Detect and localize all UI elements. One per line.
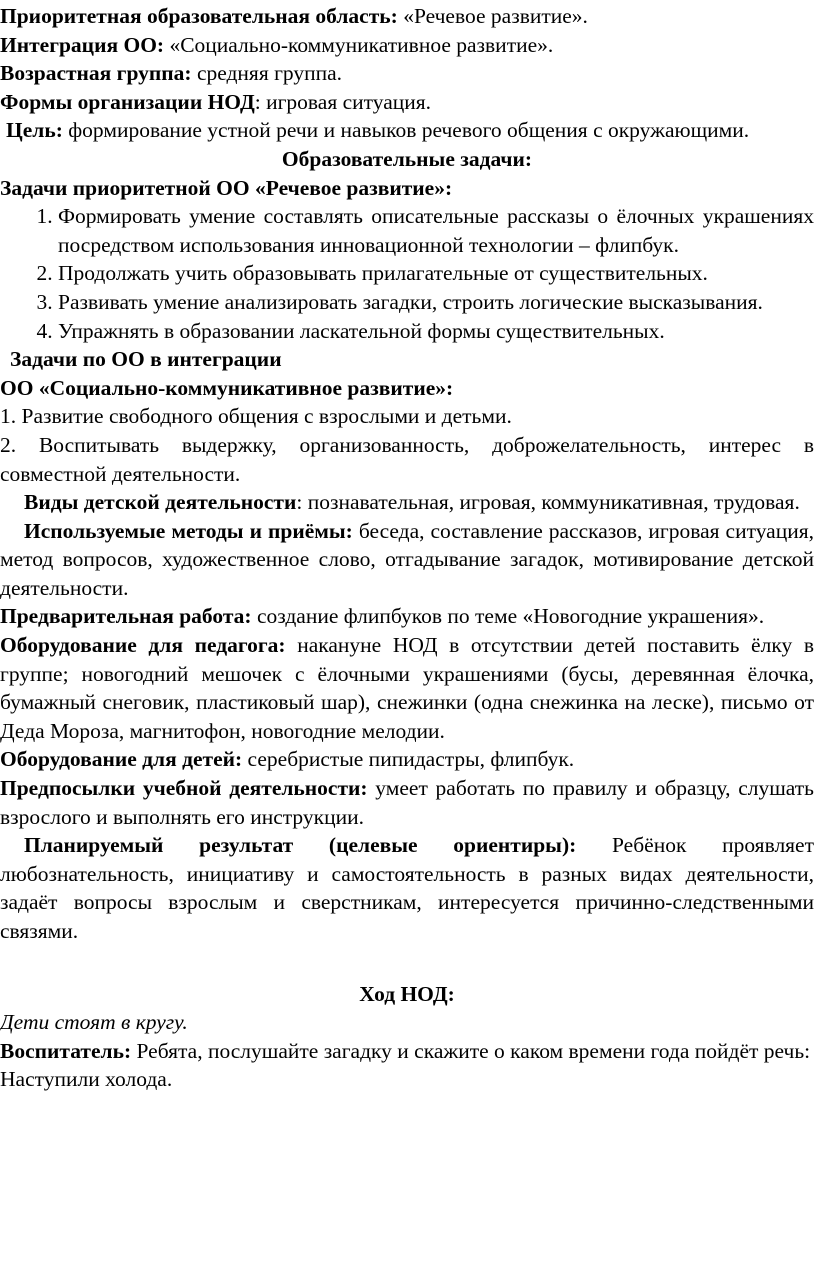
prerequisites-label: Предпосылки учебной деятельности: <box>0 776 368 801</box>
list-item: 2. Продолжать учить образовывать прилагательные от существительных. <box>58 259 814 288</box>
activities-value: : познавательная, игровая, коммуникативная, трудовая. <box>296 490 800 515</box>
result-paragraph <box>0 831 814 945</box>
children-equipment-value: серебристые пипидастры, флипбук. <box>242 747 575 772</box>
goal-paragraph <box>0 116 814 145</box>
list-item: 4. Упражнять в образовании ласкательной формы существительных. <box>58 317 814 346</box>
activities-label: Виды детской деятельности <box>24 490 297 515</box>
prework-paragraph <box>0 602 814 631</box>
age-group-value: средняя группа. <box>191 61 343 86</box>
children-equipment-label: Оборудование для детей: <box>0 747 243 772</box>
forms-value: : игровая ситуация. <box>254 89 432 114</box>
age-group-line <box>0 59 814 88</box>
methods-paragraph <box>0 517 814 603</box>
teacher-equipment-value: накануне НОД в отсутствии детей поставить ёлку в группе; новогодний мешочек с ёлочными украшениями (бусы, деревянная ёлочка, бумажный снеговик, пластиковый шар), снежинки (одна снежинка на леске), письмо от Деда Мороза, магнитофон, новогодние мелодии. <box>0 633 815 743</box>
prework-value: создание флипбуков по теме «Новогодние украшения». <box>251 604 765 629</box>
integration-tasks-heading: Задачи по ОО в интеграции <box>10 347 282 372</box>
course-heading: Ход НОД: <box>359 981 455 1006</box>
age-group-label: Возрастная группа: <box>0 61 192 86</box>
list-item: 3. Развивать умение анализировать загадки, строить логические высказывания. <box>58 288 814 317</box>
teacher-text: Ребята, послушайте загадку и скажите о каком времени года пойдёт речь: <box>131 1038 811 1063</box>
integration-value: «Социально-коммуникативное развитие». <box>164 32 554 57</box>
forms-line <box>0 88 814 117</box>
result-value: Ребёнок проявляет любознательность, инициативу и самостоятельность в разных видах деятельности, задаёт вопросы взрослым и сверстникам, интересуется причинно-следственными связями. <box>0 833 815 943</box>
prerequisites-paragraph <box>0 774 814 831</box>
priority-area-label: Приоритетная образовательная область: <box>0 4 398 28</box>
priority-area-value: «Речевое развитие». <box>397 4 588 28</box>
goal-value: формирование устной речи и навыков речевого общения с окружающими. <box>62 118 750 143</box>
prework-label: Предварительная работа: <box>0 604 252 629</box>
priority-tasks-list <box>0 202 814 345</box>
prerequisites-value: умеет работать по правилу и образцу, слушать взрослого и выполнять его инструкции. <box>0 776 814 829</box>
educational-tasks-heading: Образовательные задачи: <box>281 146 533 171</box>
teacher-equipment-label: Оборудование для педагога: <box>0 633 286 658</box>
priority-area-line <box>0 2 814 31</box>
result-label: Планируемый результат (целевые ориентиры): <box>24 833 577 858</box>
methods-value: беседа, составление рассказов, игровая ситуация, метод вопросов, художественное слово, отгадывание загадок, мотивирование детской деятельности. <box>0 518 814 600</box>
blank-line <box>0 946 814 974</box>
methods-label: Используемые методы и приёмы: <box>24 518 353 543</box>
social-task-2: 2. Воспитывать выдержку, организованность, доброжелательность, интерес в совместной деятельности. <box>0 432 814 486</box>
teacher-label: Воспитатель: <box>0 1038 132 1063</box>
children-equipment-paragraph <box>0 745 814 774</box>
teacher-equipment-paragraph <box>0 631 814 745</box>
activities-paragraph <box>0 488 814 517</box>
integration-line <box>0 31 814 60</box>
stage-direction: Дети стоят в кругу. <box>0 1010 188 1035</box>
goal-label: Цель: <box>6 118 63 143</box>
forms-label: Формы организации НОД <box>0 89 255 114</box>
list-item: 1. Формировать умение составлять описательные рассказы о ёлочных украшениях посредством использования инновационной технологии – флипбук. <box>58 202 814 259</box>
riddle-line: Наступили холода. <box>0 1067 173 1092</box>
priority-tasks-heading: Задачи приоритетной ОО «Речевое развитие»: <box>0 175 453 200</box>
teacher-speech <box>0 1037 814 1066</box>
social-tasks-heading: ОО «Социально-коммуникативное развитие»: <box>0 375 454 400</box>
social-task-1: 1. Развитие свободного общения с взрослыми и детьми. <box>0 404 512 429</box>
integration-label: Интеграция ОО: <box>0 32 165 57</box>
